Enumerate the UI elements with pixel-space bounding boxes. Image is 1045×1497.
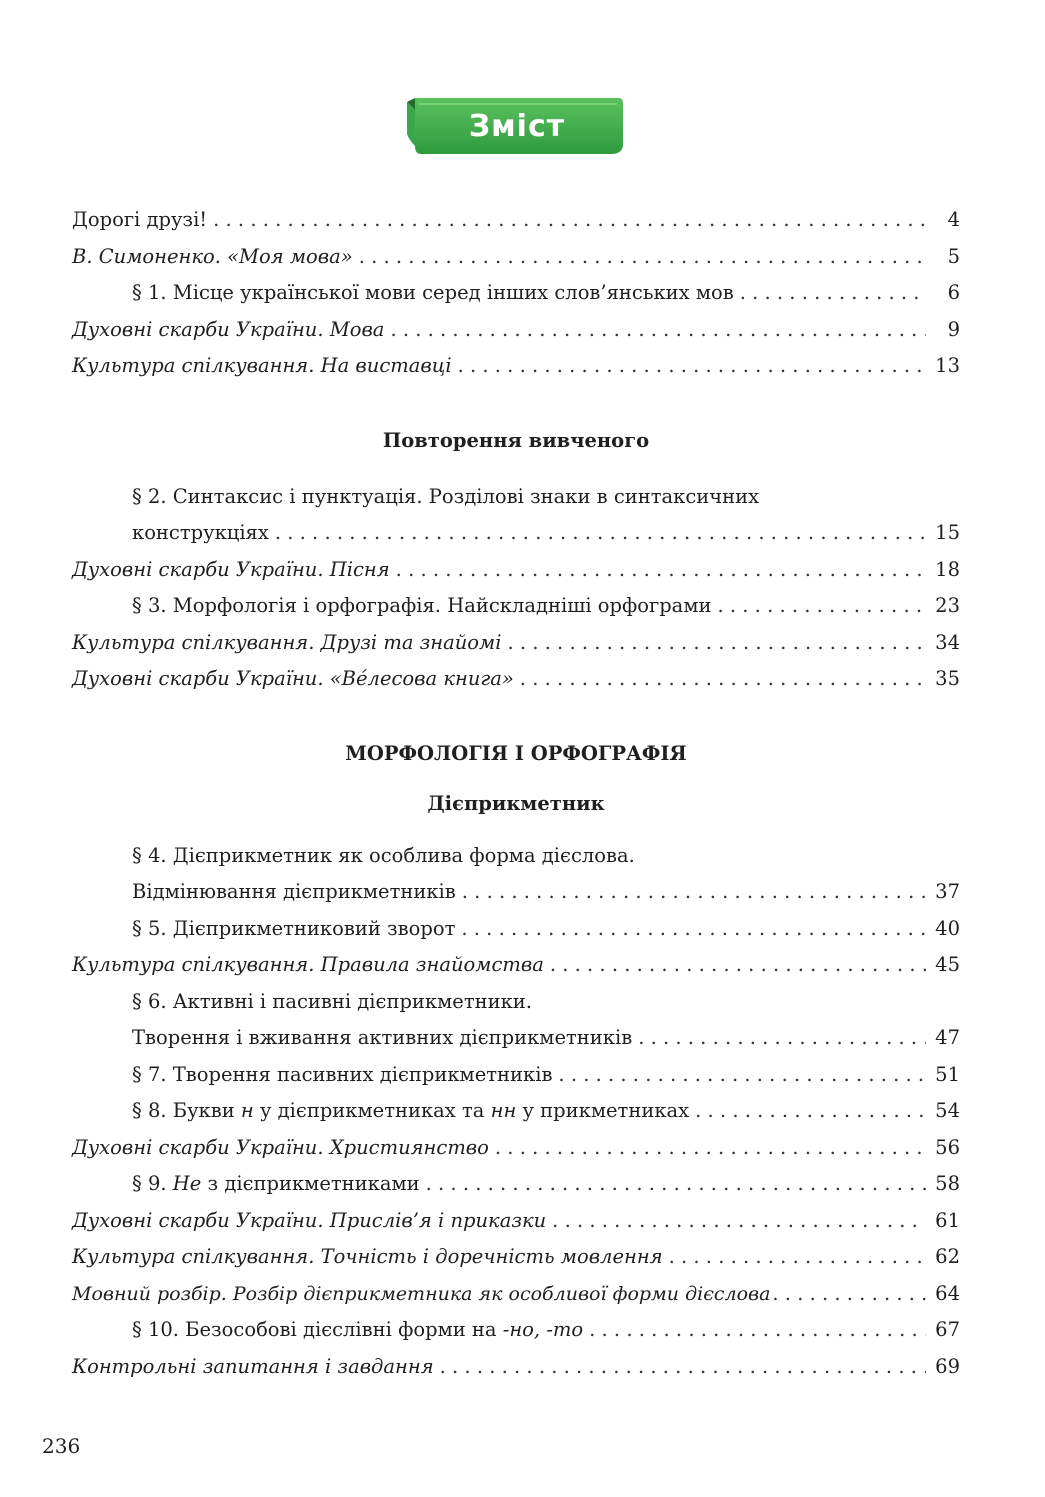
toc-entry-text: § 3. Морфологія і орфографія. Найскладніші орфограми <box>132 594 712 617</box>
leader-dots <box>669 1239 926 1276</box>
toc-entry-page: 47 <box>935 1026 960 1049</box>
toc-entry-p6-line1[interactable]: § 6. Активні і пасивні дієприкметники. <box>132 989 532 1013</box>
toc-entry-text <box>132 1093 689 1130</box>
leader-dots <box>520 661 926 698</box>
toc-entry-page: 37 <box>935 880 960 903</box>
leader-dots <box>440 1349 926 1386</box>
toc-entry-text <box>132 1166 420 1203</box>
toc-entry-text: Відмінювання дієприкметників <box>132 880 456 903</box>
toc-entry-text: конструкціях <box>132 521 269 544</box>
toc-entry-text: § 1. Місце української мови серед інших слов’янських мов <box>132 281 734 304</box>
toc-entry-page: 4 <box>947 208 960 231</box>
leader-dots <box>550 947 926 984</box>
toc-entry-intro-3[interactable] <box>72 275 960 312</box>
leader-dots <box>458 348 926 385</box>
toc-entry-proverbs[interactable] <box>72 1203 960 1240</box>
toc-entry-page: 45 <box>935 953 960 976</box>
toc-entry-p5[interactable] <box>72 911 960 948</box>
toc-entry-page: 35 <box>935 667 960 690</box>
text-fragment: § 9. <box>132 1172 173 1195</box>
toc-entry-parsing[interactable] <box>72 1276 960 1313</box>
toc-entry-text <box>132 1312 583 1349</box>
toc-entry-acquaintance[interactable] <box>72 947 960 984</box>
suffixes: -но, -то <box>502 1318 584 1341</box>
toc-entry-p8[interactable] <box>72 1093 960 1130</box>
toc-entry-text: Духовні скарби України. «Вéлесова книга» <box>72 667 514 690</box>
subsection-heading-participle: Дієприкметник <box>427 791 605 815</box>
leader-dots <box>740 275 926 312</box>
toc-entry-page: 15 <box>935 521 960 544</box>
toc-entry-intro-4[interactable] <box>72 312 960 349</box>
toc-entry-page: 69 <box>935 1354 960 1378</box>
toc-entry-page: 62 <box>935 1245 960 1268</box>
toc-entry-text: Духовні скарби України. Мова <box>72 317 385 341</box>
toc-entry-text: В. Симоненко. «Моя мова» <box>72 244 353 268</box>
letter-n: н <box>240 1099 254 1122</box>
toc-entry-christianity[interactable] <box>72 1130 960 1167</box>
toc-entry-page: 6 <box>947 281 960 304</box>
toc-entry-intro-2[interactable] <box>72 239 960 276</box>
toc-entry-p7[interactable] <box>72 1057 960 1094</box>
toc-entry-friends[interactable] <box>72 625 960 662</box>
leader-dots <box>558 1057 926 1094</box>
toc-entry-page: 34 <box>935 630 960 654</box>
table-of-contents <box>72 202 960 1385</box>
leader-dots <box>507 625 926 662</box>
toc-entry-page: 67 <box>935 1318 960 1341</box>
leader-dots <box>462 874 926 911</box>
toc-entry-text: § 7. Творення пасивних дієприкметників <box>132 1062 553 1086</box>
toc-entry-text: Культура спілкування. Точність і доречність мовлення <box>72 1245 663 1268</box>
toc-entry-page: 13 <box>935 354 960 377</box>
toc-entry-p4-line1[interactable]: § 4. Дієприкметник як особлива форма дієслова. <box>132 843 635 867</box>
toc-entry-page: 9 <box>947 317 960 341</box>
toc-entry-p3[interactable] <box>72 588 960 625</box>
contents-banner <box>405 96 623 156</box>
toc-entry-page: 58 <box>935 1172 960 1195</box>
toc-entry-page: 40 <box>935 916 960 940</box>
particle-ne: Не <box>172 1172 202 1195</box>
toc-entry-page: 56 <box>935 1135 960 1159</box>
leader-dots <box>275 515 926 552</box>
toc-entry-page: 51 <box>935 1062 960 1086</box>
toc-entry-p2[interactable] <box>72 515 960 552</box>
section-heading-review: Повторення вивченого <box>382 428 650 452</box>
toc-entry-text: Контрольні запитання і завдання <box>72 1354 434 1378</box>
toc-entry-text: Духовні скарби України. Пісня <box>72 557 390 581</box>
section-heading-morphology: МОРФОЛОГІЯ І ОРФОГРАФІЯ <box>345 741 687 765</box>
toc-entry-text: Культура спілкування. На виставці <box>72 354 452 377</box>
toc-entry-text: Культура спілкування. Правила знайомства <box>72 953 544 976</box>
leader-dots <box>772 1276 930 1313</box>
toc-entry-page: 23 <box>935 594 960 617</box>
leader-dots <box>390 312 926 349</box>
toc-entry-page: 54 <box>935 1099 960 1122</box>
toc-entry-accuracy[interactable] <box>72 1239 960 1276</box>
toc-entry-text: Духовні скарби України. Християнство <box>72 1135 489 1159</box>
toc-entry-intro-1[interactable] <box>72 202 960 239</box>
leader-dots <box>695 1093 926 1130</box>
text-fragment: § 8. Букви <box>132 1099 241 1122</box>
leader-dots <box>638 1020 926 1057</box>
leader-dots <box>213 202 926 239</box>
page-title: Зміст <box>468 108 566 144</box>
leader-dots <box>461 911 926 948</box>
toc-entry-text: § 5. Дієприкметниковий зворот <box>132 916 456 940</box>
leader-dots <box>552 1203 926 1240</box>
toc-entry-text: Культура спілкування. Друзі та знайомі <box>72 630 502 654</box>
toc-entry-control-questions[interactable] <box>72 1349 960 1386</box>
leader-dots <box>359 239 926 276</box>
text-fragment: з дієприкметниками <box>201 1172 420 1195</box>
leader-dots <box>396 552 926 589</box>
toc-entry-intro-5[interactable] <box>72 348 960 385</box>
toc-entry-p9[interactable] <box>72 1166 960 1203</box>
letters-nn: нн <box>490 1099 517 1122</box>
toc-entry-veles[interactable] <box>72 661 960 698</box>
toc-entry-page: 5 <box>947 244 960 268</box>
toc-entry-page: 64 <box>935 1281 960 1305</box>
toc-entry-p6[interactable] <box>72 1020 960 1057</box>
toc-entry-p10[interactable] <box>72 1312 960 1349</box>
toc-entry-p2-line1[interactable]: § 2. Синтаксис і пунктуація. Розділові знаки в синтаксичних <box>132 484 760 508</box>
toc-entry-text: Дорогі друзі! <box>72 208 208 231</box>
toc-entry-page: 18 <box>935 557 960 581</box>
toc-entry-p4[interactable] <box>72 874 960 911</box>
toc-entry-song[interactable] <box>72 552 960 589</box>
leader-dots <box>717 588 926 625</box>
toc-entry-text: Мовний розбір. Розбір дієприкметника як особливої форми дієслова <box>72 1282 771 1305</box>
text-fragment: у дієприкметниках та <box>253 1099 491 1122</box>
leader-dots <box>426 1166 926 1203</box>
text-fragment: у прикметниках <box>516 1099 690 1122</box>
toc-entry-text: Духовні скарби України. Прислів’я і приказки <box>72 1208 547 1232</box>
toc-entry-page: 61 <box>935 1208 960 1232</box>
toc-entry-text: Творення і вживання активних дієприкметників <box>132 1026 633 1049</box>
leader-dots <box>495 1130 926 1167</box>
page-number: 236 <box>42 1434 81 1458</box>
text-fragment: § 10. Безособові дієслівні форми на <box>132 1318 503 1341</box>
leader-dots <box>589 1312 926 1349</box>
